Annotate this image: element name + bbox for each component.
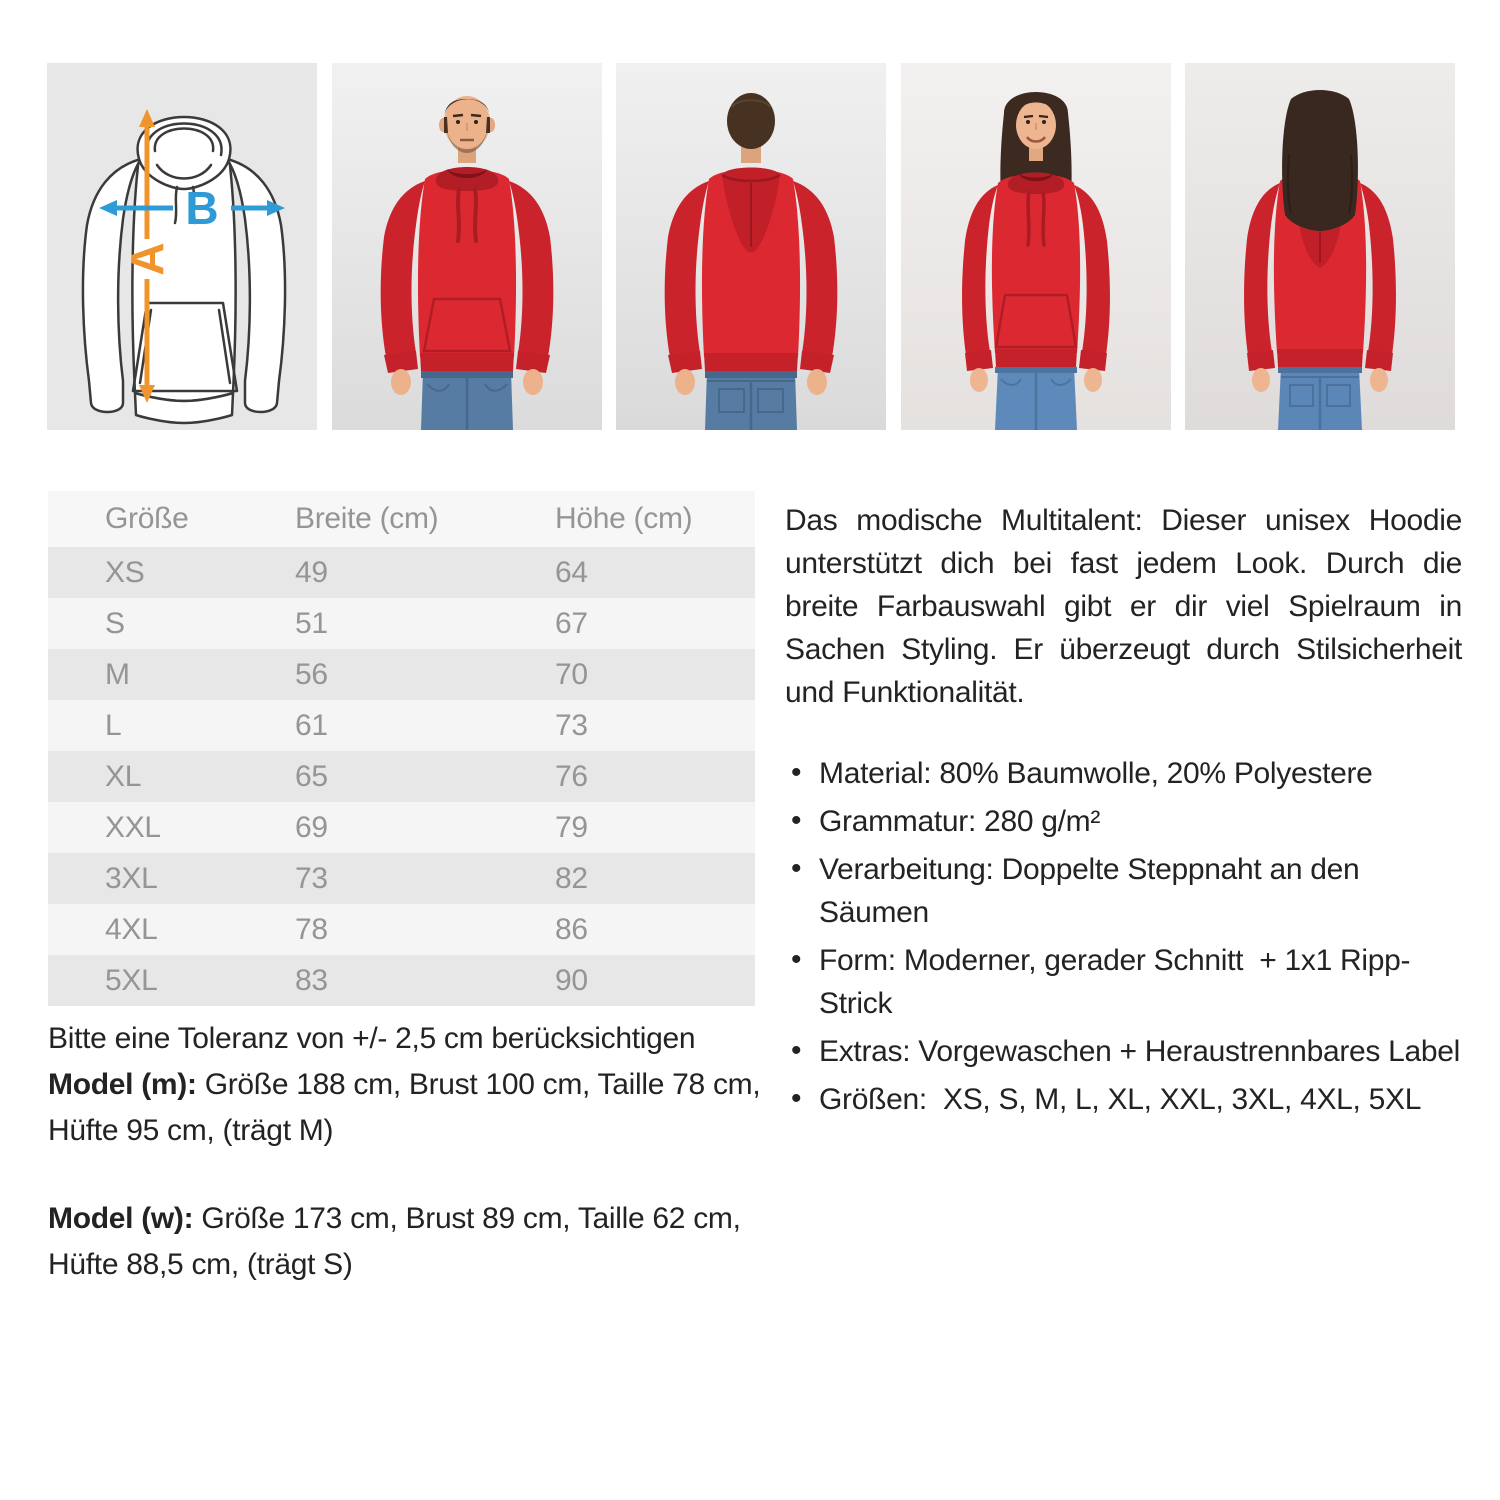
size-table-header-hoehe: Höhe (cm) <box>555 491 755 547</box>
width-cell: 69 <box>295 810 328 844</box>
model-w-text: Größe 173 cm, Brust 89 cm, Taille 62 cm, Hüfte 88,5 cm, (trägt S) <box>48 1202 741 1281</box>
size-table-header-breite: Breite (cm) <box>295 491 555 547</box>
size-diagram-image <box>47 63 317 430</box>
width-cell: 83 <box>295 963 328 997</box>
measure-label-a: A <box>121 242 173 276</box>
table-row <box>48 649 755 700</box>
height-cell: 79 <box>555 810 588 844</box>
height-cell: 67 <box>555 606 588 640</box>
woman-front-graphic <box>901 63 1171 430</box>
model-w-note <box>48 1196 762 1288</box>
feature-text: Grammatur: 280 g/m² <box>819 805 1101 838</box>
size-cell: 4XL <box>105 912 158 946</box>
feature-text: Größen: XS, S, M, L, XL, XXL, 3XL, 4XL, 5XL <box>819 1083 1422 1116</box>
photo-woman-front <box>901 63 1171 430</box>
model-m-label: Model (m): <box>48 1068 197 1101</box>
feature-item-verarbeitung <box>785 848 1462 934</box>
size-diagram-graphic <box>47 63 317 430</box>
width-cell: 49 <box>295 555 328 589</box>
size-cell: 5XL <box>105 963 158 997</box>
width-cell: 78 <box>295 912 328 946</box>
size-table-section <box>48 491 755 1006</box>
height-cell: 90 <box>555 963 588 997</box>
height-cell: 73 <box>555 708 588 742</box>
description-intro: Das modische Multitalent: Dieser unisex Hoodie unterstützt dich bei fast jedem Look. Durch die breite Farbauswahl gibt er dir viel Spielraum in Sachen Styling. Er überzeugt durch Stilsicherheit und Funktionalität. <box>785 504 1462 709</box>
size-notes <box>48 1016 762 1288</box>
width-cell: 73 <box>295 861 328 895</box>
measure-label-b: B <box>185 182 219 234</box>
table-row <box>48 751 755 802</box>
man-front-graphic <box>332 63 602 430</box>
bullet-icon: • <box>791 756 802 789</box>
man-back-graphic <box>616 63 886 430</box>
bullet-icon: • <box>791 852 802 885</box>
feature-item-extras <box>785 1030 1462 1073</box>
size-cell: S <box>105 606 125 640</box>
width-cell: 56 <box>295 657 328 691</box>
height-cell: 70 <box>555 657 588 691</box>
table-row <box>48 853 755 904</box>
bullet-icon: • <box>791 943 802 976</box>
size-cell: 3XL <box>105 861 158 895</box>
feature-item-form <box>785 939 1462 1025</box>
size-cell: M <box>105 657 130 691</box>
size-table <box>48 491 755 1006</box>
feature-text: Verarbeitung: Doppelte Steppnaht an den Säumen <box>819 853 1368 929</box>
product-description <box>785 499 1462 1126</box>
feature-item-groessen <box>785 1078 1462 1121</box>
size-table-header-row <box>48 491 755 547</box>
photo-man-back <box>616 63 886 430</box>
tolerance-note: Bitte eine Toleranz von +/- 2,5 cm berücksichtigen <box>48 1022 696 1055</box>
table-row <box>48 904 755 955</box>
table-row <box>48 700 755 751</box>
feature-item-grammatur <box>785 800 1462 843</box>
width-cell: 61 <box>295 708 328 742</box>
size-cell: L <box>105 708 122 742</box>
size-cell: XS <box>105 555 145 589</box>
feature-list <box>785 752 1462 1121</box>
table-row <box>48 802 755 853</box>
bullet-icon: • <box>791 1082 802 1115</box>
height-cell: 82 <box>555 861 588 895</box>
height-cell: 64 <box>555 555 588 589</box>
table-row <box>48 598 755 649</box>
width-cell: 65 <box>295 759 328 793</box>
size-cell: XL <box>105 759 142 793</box>
feature-text: Form: Moderner, gerader Schnitt + 1x1 Ripp-Strick <box>819 944 1411 1020</box>
size-cell: XXL <box>105 810 161 844</box>
feature-text: Extras: Vorgewaschen + Heraustrennbares Label <box>819 1035 1461 1068</box>
photo-man-front <box>332 63 602 430</box>
height-cell: 86 <box>555 912 588 946</box>
model-m-text: Größe 188 cm, Brust 100 cm, Taille 78 cm, Hüfte 95 cm, (trägt M) <box>48 1068 761 1147</box>
model-w-label: Model (w): <box>48 1202 194 1235</box>
product-image-gallery <box>47 63 1455 430</box>
height-cell: 76 <box>555 759 588 793</box>
table-row <box>48 547 755 598</box>
bullet-icon: • <box>791 1034 802 1067</box>
size-table-header-groesse: Größe <box>48 491 295 547</box>
feature-item-material <box>785 752 1462 795</box>
width-cell: 51 <box>295 606 328 640</box>
woman-back-graphic <box>1185 63 1455 430</box>
photo-woman-back <box>1185 63 1455 430</box>
feature-text: Material: 80% Baumwolle, 20% Polyestere <box>819 757 1373 790</box>
model-m-note <box>48 1062 762 1154</box>
bullet-icon: • <box>791 804 802 837</box>
table-row <box>48 955 755 1006</box>
